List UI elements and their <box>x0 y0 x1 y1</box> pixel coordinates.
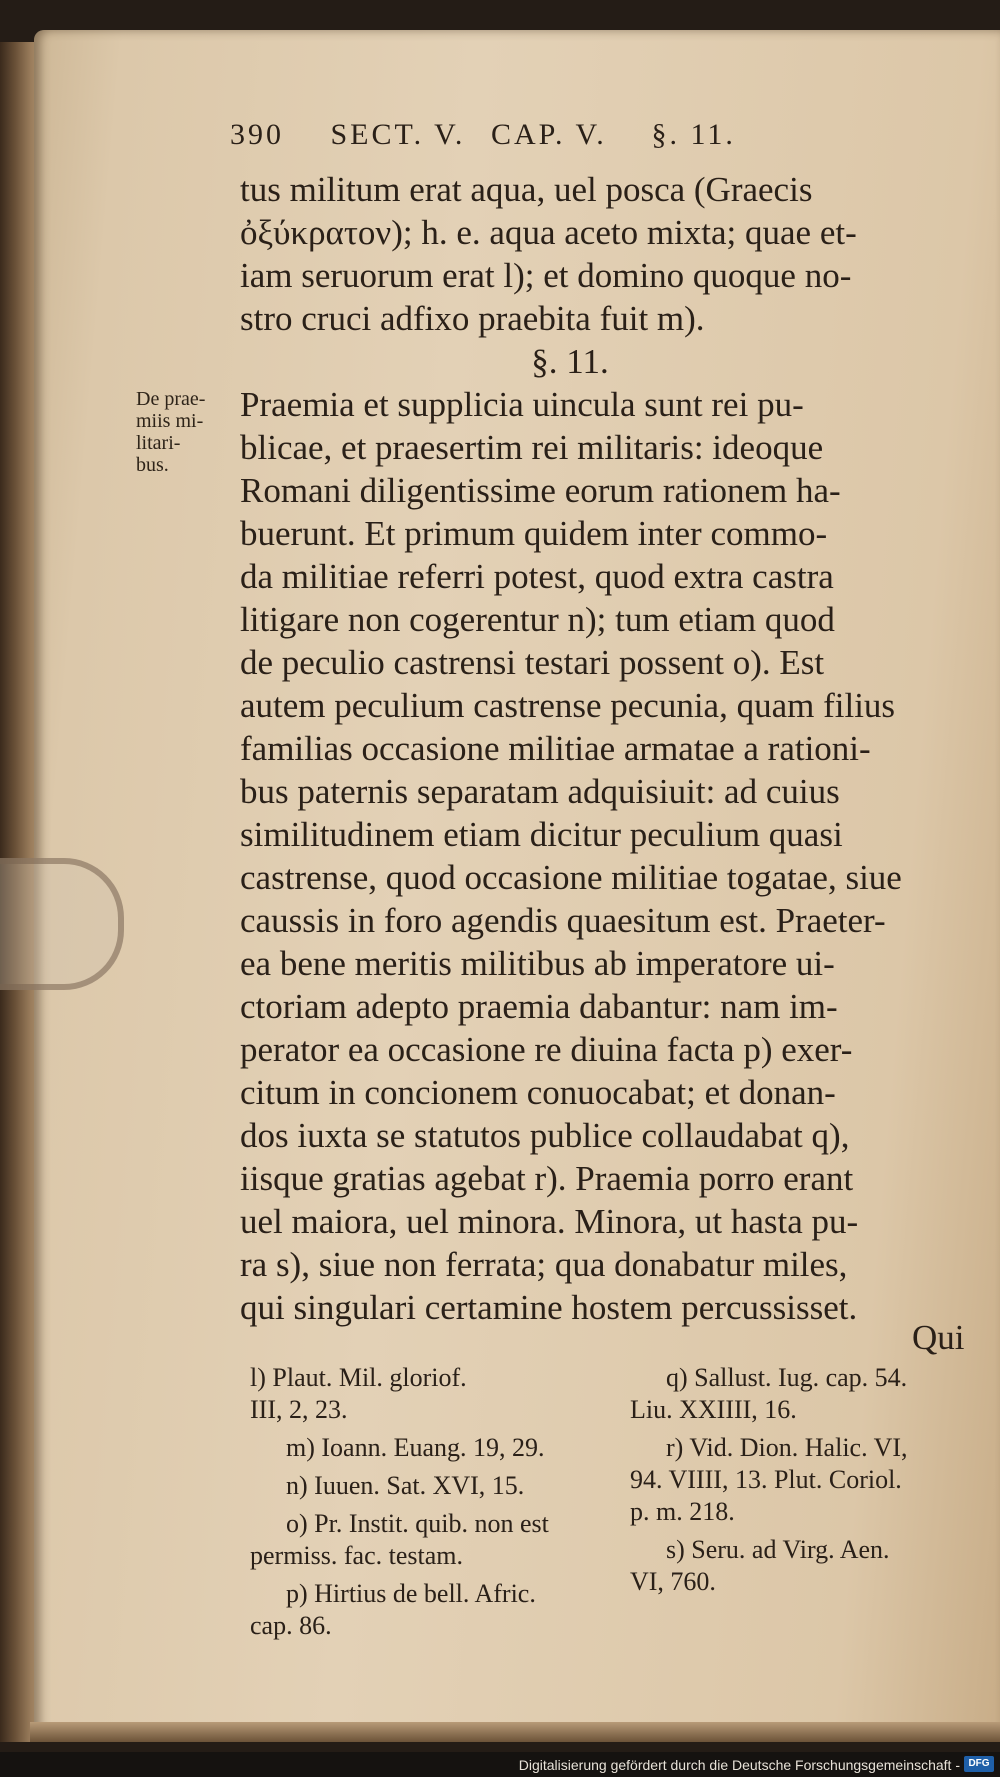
dfg-logo[interactable]: DFG <box>964 1756 994 1772</box>
footnote-line: m) Ioann. Euang. 19, 29. <box>286 1433 545 1462</box>
footnote-line: s) Seru. ad Virg. Aen. <box>666 1535 890 1564</box>
body-line: qui singulari certamine hostem percussisset. <box>240 1288 858 1327</box>
body-line: ctoriam adepto praemia dabantur: nam im- <box>240 987 838 1026</box>
page-number: 390 <box>230 118 284 151</box>
footnote <box>630 1362 960 1426</box>
body-text <box>240 168 960 1329</box>
running-head <box>230 118 950 152</box>
footnote-line: p. m. 218. <box>630 1497 735 1526</box>
book-edge-bottom <box>30 1722 1000 1742</box>
footnote-line: Liu. XXIIII, 16. <box>630 1395 797 1424</box>
footnote <box>250 1508 620 1572</box>
body-line: Romani diligentissime eorum rationem ha- <box>240 471 841 510</box>
body-line: da militiae referri potest, quod extra castra <box>240 557 834 596</box>
body-line: ra s), siue non ferrata; qua donabatur miles, <box>240 1245 848 1284</box>
page-clip <box>0 858 124 990</box>
body-line: familias occasione militiae armatae a rationi- <box>240 729 871 768</box>
footnotes-right <box>630 1362 960 1604</box>
footnote-line: VI, 760. <box>630 1567 716 1596</box>
attribution-text: Digitalisierung gefördert durch die Deutsche Forschungsgemeinschaft - <box>518 1757 960 1773</box>
footnote-line: o) Pr. Instit. quib. non est <box>286 1509 549 1538</box>
body-line: similitudinem etiam dicitur peculium quasi <box>240 815 843 854</box>
margin-note-line: miis mi- <box>136 410 204 432</box>
attribution-footer <box>0 1752 1000 1777</box>
body-line: iisque gratias agebat r). Praemia porro erant <box>240 1159 854 1198</box>
footnote-line: III, 2, 23. <box>250 1395 348 1424</box>
body-line: litigare non cogerentur n); tum etiam quod <box>240 600 835 639</box>
body-line: Praemia et supplicia uincula sunt rei pu- <box>240 385 804 424</box>
paragraph-label: §. 11. <box>651 118 736 151</box>
body-line: ὀξύκρατον); h. e. aqua aceto mixta; quae et- <box>240 213 857 252</box>
body-line: stro cruci adfixo praebita fuit m). <box>240 299 705 338</box>
body-line: perator ea occasione re diuina facta p) exer- <box>240 1030 853 1069</box>
body-line: ea bene meritis militibus ab imperatore ui- <box>240 944 835 983</box>
chapter-label: CAP. V. <box>491 118 607 151</box>
body-line: caussis in foro agendis quaesitum est. Praeter- <box>240 901 886 940</box>
footnote <box>250 1362 620 1426</box>
body-line: blicae, et praesertim rei militaris: ideoque <box>240 428 824 467</box>
body-line: iam seruorum erat l); et domino quoque no- <box>240 256 852 295</box>
body-line: de peculio castrensi testari possent o). Est <box>240 643 825 682</box>
footnote-line: r) Vid. Dion. Halic. VI, <box>666 1433 908 1462</box>
body-line: castrense, quod occasione militiae togatae, siue <box>240 858 902 897</box>
margin-note-line: litari- <box>136 432 181 454</box>
body-line: buerunt. Et primum quidem inter commo- <box>240 514 828 553</box>
footnote-line: 94. VIIII, 13. Plut. Coriol. <box>630 1465 902 1494</box>
margin-note <box>136 388 236 476</box>
footnote-line: cap. 86. <box>250 1611 332 1640</box>
footnote <box>250 1432 620 1464</box>
footnote-line: n) Iuuen. Sat. XVI, 15. <box>286 1471 525 1500</box>
margin-note-line: bus. <box>136 454 169 476</box>
body-line: tus militum erat aqua, uel posca (Graecis <box>240 170 813 209</box>
body-line: autem peculium castrense pecunia, quam filius <box>240 686 896 725</box>
body-line: bus paternis separatam adquisiuit: ad cuius <box>240 772 840 811</box>
footnote <box>250 1578 620 1642</box>
footnote-line: permiss. fac. testam. <box>250 1541 463 1570</box>
footnotes-left <box>250 1362 620 1648</box>
catchword: Qui <box>912 1318 965 1357</box>
footnote <box>630 1534 960 1598</box>
margin-note-line: De prae- <box>136 388 206 410</box>
footnote-line: l) Plaut. Mil. gloriof. <box>250 1363 467 1392</box>
footnote-line: p) Hirtius de bell. Afric. <box>286 1579 536 1608</box>
section-heading: §. 11. <box>531 342 609 381</box>
body-line: citum in concionem conuocabat; et donan- <box>240 1073 836 1112</box>
body-line: dos iuxta se statutos publice collaudabat q), <box>240 1116 850 1155</box>
footnote <box>250 1470 620 1502</box>
section-label: SECT. V. <box>330 118 466 151</box>
footnote <box>630 1432 960 1528</box>
body-line: uel maiora, uel minora. Minora, ut hasta pu- <box>240 1202 859 1241</box>
footnote-line: q) Sallust. Iug. cap. 54. <box>666 1363 908 1392</box>
